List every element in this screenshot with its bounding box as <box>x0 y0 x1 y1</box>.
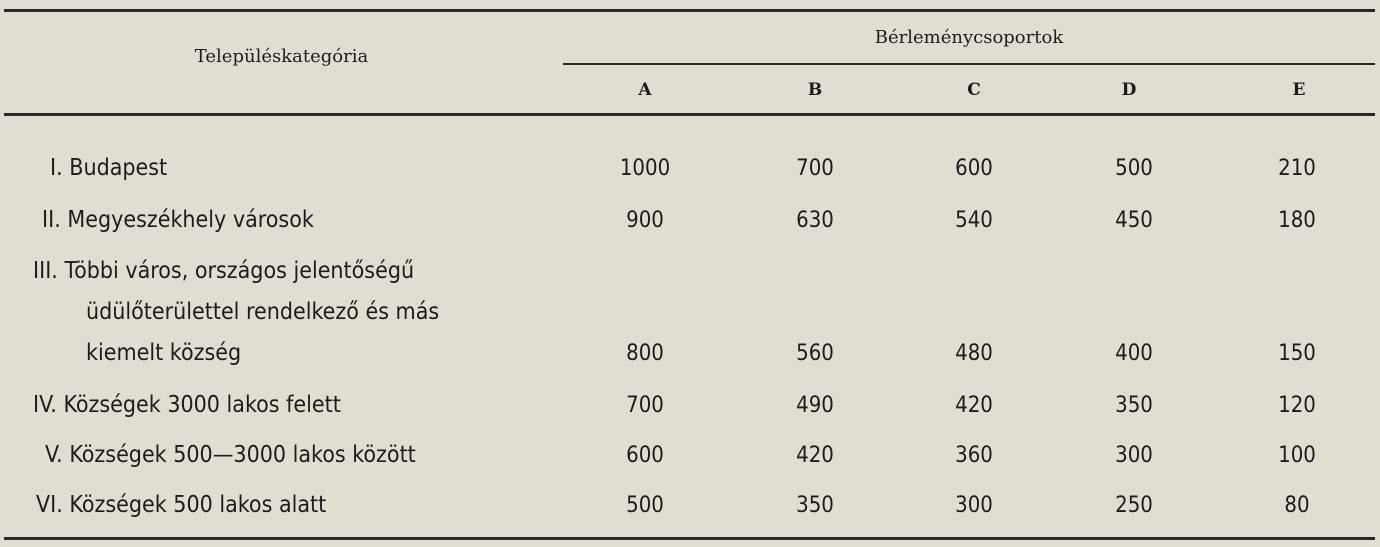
column-header-a: A <box>638 80 652 100</box>
value-cell-a: 900 <box>626 208 664 233</box>
value-cell-d: 400 <box>1115 341 1153 366</box>
row-label <box>45 440 416 471</box>
value-cell-a: 1000 <box>619 156 671 181</box>
row-numeral: I. <box>50 155 63 181</box>
row-label <box>50 153 167 184</box>
value-cell-c: 600 <box>955 156 993 181</box>
value-cell-d: 250 <box>1115 493 1153 518</box>
column-header-b: B <box>807 80 823 100</box>
value-cell-b: 560 <box>796 341 834 366</box>
row-text-line: Többi város, országos jelentőségű <box>64 258 415 284</box>
row-numeral: V. <box>45 442 63 468</box>
value-cell-b: 490 <box>796 393 834 418</box>
header-rental-groups: Bérleménycsoportok <box>874 27 1064 48</box>
value-cell-e: 210 <box>1278 156 1316 181</box>
value-cell-e: 100 <box>1278 443 1316 468</box>
value-cell-c: 540 <box>955 208 993 233</box>
value-cell-b: 350 <box>796 493 834 518</box>
row-numeral: VI. <box>36 492 63 518</box>
value-cell-d: 350 <box>1115 393 1153 418</box>
row-label <box>33 256 414 287</box>
row-text-line: Budapest <box>69 155 168 181</box>
row-text-line: Községek 500 lakos alatt <box>69 492 327 518</box>
row-text-line: Községek 3000 lakos felett <box>63 392 341 418</box>
column-header-e: E <box>1292 80 1306 100</box>
row-text-line: Megyeszékhely városok <box>67 207 314 233</box>
value-cell-b: 630 <box>796 208 834 233</box>
value-cell-a: 800 <box>626 341 664 366</box>
header-bottom-rule <box>4 113 1375 116</box>
value-cell-b: 700 <box>796 156 834 181</box>
value-cell-c: 480 <box>955 341 993 366</box>
value-cell-e: 180 <box>1278 208 1316 233</box>
row-numeral: III. <box>33 258 58 284</box>
value-cell-c: 360 <box>955 443 993 468</box>
header-settlement-category: Településkategória <box>194 46 369 67</box>
value-cell-a: 700 <box>626 393 664 418</box>
value-cell-a: 500 <box>626 493 664 518</box>
row-text-line: kiemelt község <box>86 340 242 366</box>
row-numeral: II. <box>42 207 61 233</box>
value-cell-e: 150 <box>1278 341 1316 366</box>
value-cell-e: 80 <box>1284 493 1310 518</box>
row-label <box>33 390 341 421</box>
value-cell-e: 120 <box>1278 393 1316 418</box>
row-label <box>42 205 314 236</box>
value-cell-b: 420 <box>796 443 834 468</box>
value-cell-c: 300 <box>955 493 993 518</box>
value-cell-d: 450 <box>1115 208 1153 233</box>
value-cell-d: 500 <box>1115 156 1153 181</box>
column-header-c: C <box>967 80 981 100</box>
top-rule <box>4 9 1375 12</box>
row-numeral: IV. <box>33 392 57 418</box>
group-header-rule <box>563 63 1375 65</box>
row-label <box>36 490 326 521</box>
column-header-d: D <box>1121 80 1137 100</box>
row-text-line: Községek 500—3000 lakos között <box>69 442 416 468</box>
bottom-rule <box>4 537 1375 540</box>
value-cell-c: 420 <box>955 393 993 418</box>
value-cell-d: 300 <box>1115 443 1153 468</box>
value-cell-a: 600 <box>626 443 664 468</box>
row-text-line: üdülőterülettel rendelkező és más <box>86 299 440 325</box>
